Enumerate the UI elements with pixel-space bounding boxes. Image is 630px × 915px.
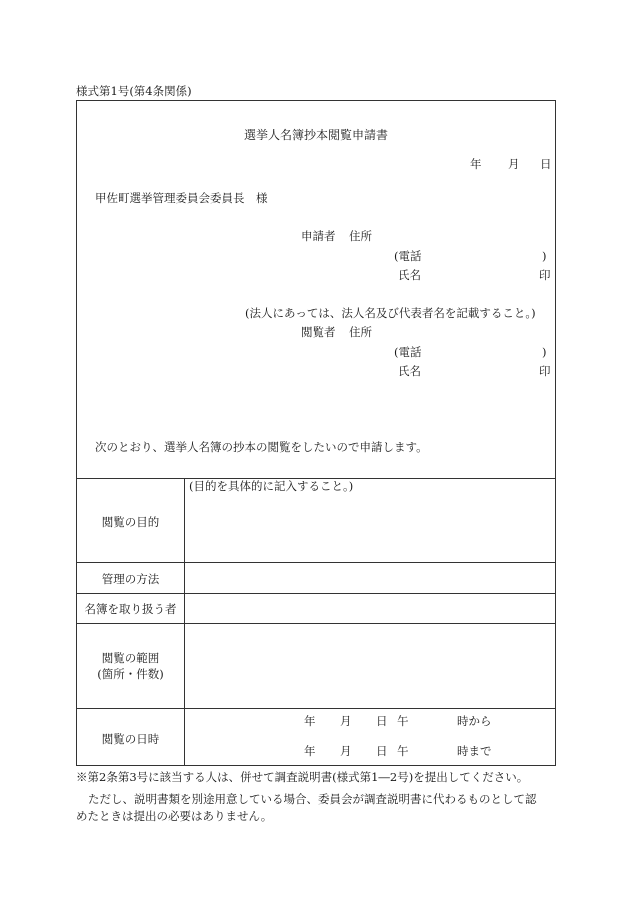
footnote-line-1: ※第2条第3号に該当する人は、併せて調査説明書(様式第1―2号)を提出してください。 (76, 770, 529, 784)
addressee: 甲佐町選挙管理委員会委員長 様 (95, 191, 268, 205)
from-suffix: 時から (457, 714, 492, 728)
scope-field[interactable] (185, 624, 554, 707)
date-year: 年 (470, 157, 482, 171)
from-month: 月 (340, 714, 352, 728)
to-day: 日 (376, 744, 388, 758)
footnote-line-2: ただし、説明書類を別途用意している場合、委員会が調査説明書に代わるものとして認 (88, 792, 537, 806)
date-month: 月 (508, 157, 520, 171)
from-day: 日 (376, 714, 388, 728)
date-day: 日 (540, 157, 552, 171)
purpose-note: (目的を具体的に記入すること。) (189, 479, 354, 493)
to-ampm: 午 (397, 744, 409, 758)
from-year: 年 (304, 714, 316, 728)
form-title: 選挙人名簿抄本閲覧申請書 (243, 128, 388, 142)
viewer-seal: 印 (539, 364, 551, 378)
purpose-label: 閲覧の目的 (101, 515, 160, 529)
handler-label: 名簿を取り扱う者 (84, 602, 177, 616)
from-ampm: 午 (397, 714, 409, 728)
management-label: 管理の方法 (101, 572, 160, 586)
form-number: 様式第1号(第4条関係) (76, 84, 192, 98)
applicant-phone-open: (電話 (394, 249, 422, 263)
row-rule-scope (77, 708, 555, 709)
viewer-name-label: 氏名 (398, 364, 421, 378)
application-form (76, 100, 556, 766)
management-field[interactable] (185, 563, 554, 592)
request-statement: 次のとおり、選挙人名簿の抄本の閲覧をしたいので申請します。 (95, 440, 428, 454)
scope-label (77, 650, 184, 682)
to-year: 年 (304, 744, 316, 758)
scope-label-line-1: 閲覧の範囲 (101, 651, 160, 665)
to-suffix: 時まで (457, 744, 492, 758)
viewer-heading: 閲覧者 (301, 325, 336, 339)
applicant-seal: 印 (539, 268, 551, 282)
to-month: 月 (340, 744, 352, 758)
viewer-address-label: 住所 (349, 325, 372, 339)
footnote-line-3: めたときは提出の必要はありません。 (76, 809, 273, 823)
viewer-phone-open: (電話 (394, 345, 422, 359)
applicant-name-label: 氏名 (398, 268, 421, 282)
applicant-phone-close: ) (542, 249, 547, 263)
applicant-heading: 申請者 (301, 229, 336, 243)
purpose-field[interactable] (185, 496, 554, 561)
scope-label-line-2: (箇所・件数) (97, 667, 164, 682)
datetime-label: 閲覧の日時 (101, 732, 160, 746)
handler-field[interactable] (185, 594, 554, 622)
viewer-phone-close: ) (542, 345, 547, 359)
applicant-address-label: 住所 (349, 229, 372, 243)
corporate-note: (法人にあっては、法人名及び代表者名を記載すること。) (245, 306, 536, 320)
